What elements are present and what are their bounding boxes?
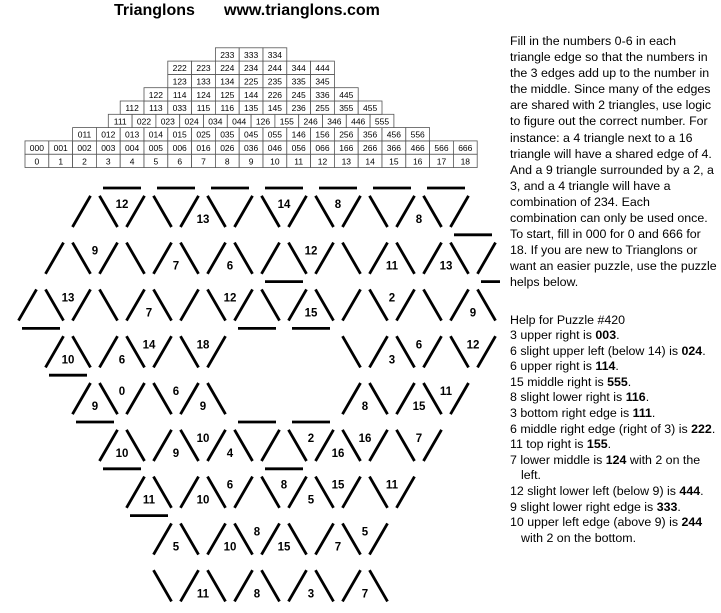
edge-stroke — [180, 383, 198, 414]
edge-stroke — [342, 477, 360, 508]
triangle-number: 3 — [307, 588, 315, 601]
edge-stroke — [207, 196, 225, 227]
edge-stroke — [342, 336, 360, 367]
triangle-number: 11 — [385, 260, 399, 273]
hint-item: 10 upper left edge (above 9) is 244 with 2 on the bottom. — [510, 515, 703, 545]
edge-stroke — [207, 336, 225, 367]
triangle-number: 3 — [388, 354, 396, 367]
triangle-number: 10 — [196, 432, 210, 445]
combination: 125 — [220, 89, 235, 100]
sum-label: 5 — [153, 156, 159, 167]
combination: 033 — [172, 103, 187, 114]
edge-stroke — [369, 430, 387, 461]
combination: 444 — [315, 63, 330, 74]
edge-stroke — [180, 570, 198, 601]
edge-stroke — [423, 336, 441, 367]
combination: 466 — [410, 143, 425, 153]
triangle-number: 9 — [91, 245, 99, 258]
edge-stroke — [153, 289, 171, 320]
edge-stroke — [477, 243, 495, 274]
combination: 045 — [244, 129, 259, 140]
combination: 000 — [29, 143, 44, 153]
edge-stroke — [342, 289, 360, 320]
combination: 366 — [386, 143, 401, 153]
hints-list — [510, 328, 720, 546]
edge-stroke — [396, 336, 414, 367]
edge-stroke — [396, 243, 414, 274]
triangle-number: 7 — [361, 588, 369, 601]
triangle-number: 16 — [331, 447, 345, 460]
combination: 556 — [410, 129, 425, 140]
combination: 445 — [339, 89, 354, 100]
combination: 235 — [267, 76, 282, 87]
edge-stroke — [369, 477, 387, 508]
edge-stroke — [369, 243, 387, 274]
combination: 003 — [101, 143, 116, 153]
instructions-text: Fill in the numbers 0-6 in each triangle edge so that the numbers in the 3 edges add up to the number in the middle. Since many of the edges are shared with 2 triangles, use logic to figure out the correct number. For instance: a 4 triangle next to a 16 triangle will have a shared edge of 4. And a 9 triangle surrounded by a 2, a 3, and a 4 triangle will have a combination of 234. Each combination can only be used once. To start, fill in 000 for 0 and 666 for 18. If you are new to Trianglons or want an easier puzzle, use the puzzle helps below. — [510, 34, 717, 290]
triangle-number: 2 — [307, 432, 315, 445]
combination: 023 — [160, 116, 175, 127]
triangle-number: 10 — [223, 541, 237, 554]
edge-stroke — [180, 289, 198, 320]
triangle-number: 11 — [196, 588, 210, 601]
triangle-number: 15 — [412, 401, 426, 414]
edge-stroke — [234, 430, 252, 461]
edge-stroke — [423, 289, 441, 320]
triangle-number: 10 — [115, 447, 129, 460]
edge-stroke — [450, 383, 468, 414]
combination: 355 — [339, 103, 354, 114]
combination: 226 — [267, 89, 282, 100]
triangle-number: 12 — [223, 292, 237, 305]
edge-stroke — [153, 383, 171, 414]
edge-stroke — [234, 196, 252, 227]
hint-item: 6 upper right is 114. — [510, 359, 619, 374]
sum-label: 6 — [177, 156, 183, 167]
combination: 016 — [196, 143, 211, 153]
combination: 145 — [267, 103, 282, 114]
combination: 002 — [77, 143, 92, 153]
combination: 246 — [303, 116, 318, 127]
triangle-number: 16 — [358, 432, 372, 445]
edge-stroke — [423, 196, 441, 227]
edge-stroke — [99, 243, 117, 274]
site-title: Trianglons — [114, 2, 195, 19]
hint-item: 6 slight upper left (below 14) is 024. — [510, 343, 706, 358]
combination: 446 — [351, 116, 366, 127]
combination: 223 — [196, 63, 211, 74]
triangle-number: 11 — [439, 386, 453, 399]
triangle-number: 14 — [277, 198, 291, 211]
edge-stroke — [315, 523, 333, 554]
edge-stroke — [180, 243, 198, 274]
sum-label: 7 — [201, 156, 206, 167]
combination: 244 — [267, 63, 282, 74]
help-title: Help for Puzzle #420 — [510, 313, 626, 327]
triangle-number: 0 — [118, 386, 126, 399]
combination: 344 — [291, 63, 306, 74]
edge-stroke — [369, 523, 387, 554]
edge-stroke — [153, 523, 171, 554]
sum-label: 13 — [341, 156, 352, 167]
edge-stroke — [45, 243, 63, 274]
edge-stroke — [72, 336, 90, 367]
triangle-number: 8 — [415, 213, 423, 226]
sum-label: 4 — [129, 156, 135, 167]
combination: 455 — [363, 103, 378, 114]
edge-stroke — [153, 243, 171, 274]
sum-label: 8 — [224, 156, 230, 167]
edge-stroke — [315, 570, 333, 601]
triangle-number: 6 — [118, 354, 126, 367]
combination: 255 — [315, 103, 330, 114]
hint-item: 8 slight lower right is 116. — [510, 390, 650, 405]
edge-stroke — [450, 196, 468, 227]
combination: 166 — [339, 143, 354, 153]
combination: 116 — [220, 103, 235, 114]
edge-stroke — [153, 336, 171, 367]
edge-stroke — [234, 289, 252, 320]
edge-stroke — [126, 430, 144, 461]
edge-stroke — [315, 243, 333, 274]
combination: 012 — [101, 129, 116, 140]
combination: 035 — [220, 129, 235, 140]
sum-label: 3 — [105, 156, 111, 167]
triangle-number: 7 — [334, 541, 342, 554]
combination: 566 — [434, 143, 449, 153]
edge-stroke — [369, 383, 387, 414]
triangle-number: 14 — [142, 339, 156, 352]
edge-stroke — [99, 289, 117, 320]
edge-stroke — [207, 570, 225, 601]
sum-label: 10 — [270, 156, 280, 167]
triangle-number: 11 — [385, 479, 399, 492]
triangle-number: 5 — [361, 526, 369, 539]
combination: 225 — [244, 76, 259, 87]
triangle-number: 12 — [466, 339, 480, 352]
triangle-number: 8 — [253, 526, 261, 539]
triangle-number: 13 — [196, 213, 210, 226]
combination: 046 — [267, 143, 282, 153]
edge-stroke — [72, 243, 90, 274]
triangle-number: 8 — [280, 479, 288, 492]
edge-stroke — [288, 430, 306, 461]
edge-stroke — [72, 383, 90, 414]
edge-stroke — [126, 477, 144, 508]
edge-stroke — [396, 196, 414, 227]
combination: 245 — [291, 89, 306, 100]
sum-label: 11 — [294, 156, 304, 167]
sum-label: 15 — [389, 156, 399, 167]
triangle-number: 6 — [415, 339, 423, 352]
edge-stroke — [369, 570, 387, 601]
combination: 113 — [149, 103, 163, 114]
combination: 345 — [315, 76, 330, 87]
combination: 356 — [363, 129, 378, 140]
triangle-number: 8 — [334, 198, 342, 211]
combination: 222 — [172, 63, 187, 74]
triangle-number: 5 — [307, 494, 315, 507]
edge-stroke — [288, 477, 306, 508]
triangle-numbers — [62, 199, 480, 613]
triangle-grid-lines — [18, 188, 500, 613]
hint-item: 12 slight lower left (below 9) is 444. — [510, 483, 704, 498]
edge-stroke — [288, 523, 306, 554]
combination: 001 — [53, 143, 68, 153]
edge-stroke — [99, 383, 117, 414]
combination: 126 — [255, 116, 271, 127]
combination: 022 — [136, 116, 152, 127]
edge-stroke — [396, 289, 414, 320]
edge-stroke — [261, 477, 279, 508]
edge-stroke — [423, 383, 441, 414]
combination: 036 — [244, 143, 259, 153]
combination: 133 — [196, 76, 211, 87]
combination: 111 — [113, 116, 127, 127]
hint-item: 3 upper right is 003. — [510, 328, 620, 342]
sum-label: 1 — [58, 156, 64, 167]
combination: 034 — [208, 116, 223, 127]
combination: 014 — [148, 129, 163, 140]
edge-stroke — [72, 289, 90, 320]
sum-label: 18 — [460, 156, 471, 167]
hint-item: 11 top right is 155. — [510, 437, 612, 452]
edge-stroke — [153, 196, 171, 227]
combination: 134 — [220, 76, 235, 87]
edge-stroke — [126, 289, 144, 320]
combination: 456 — [386, 129, 401, 140]
combination: 156 — [315, 129, 330, 140]
combination: 236 — [291, 103, 306, 114]
combination: 114 — [172, 89, 187, 100]
edge-stroke — [180, 523, 198, 554]
combination: 256 — [339, 129, 354, 140]
edge-stroke — [477, 289, 495, 320]
combination: 334 — [267, 49, 282, 60]
combination: 055 — [267, 129, 282, 140]
edge-stroke — [423, 430, 441, 461]
edge-stroke — [153, 570, 171, 601]
combination: 234 — [244, 63, 259, 74]
hint-item: 15 middle right is 555. — [510, 374, 632, 389]
edge-stroke — [261, 430, 279, 461]
triangle-number: 18 — [196, 339, 210, 352]
edge-stroke — [234, 477, 252, 508]
combination: 056 — [291, 143, 306, 153]
edge-stroke — [315, 196, 333, 227]
triangle-number: 6 — [226, 260, 234, 273]
edge-stroke — [342, 523, 360, 554]
combination: 266 — [363, 143, 378, 153]
edge-stroke — [342, 243, 360, 274]
combination: 233 — [220, 49, 235, 60]
edge-stroke — [126, 243, 144, 274]
edge-stroke — [99, 336, 117, 367]
combination: 006 — [172, 143, 187, 153]
sum-label: 14 — [365, 156, 375, 167]
edge-stroke — [207, 430, 225, 461]
hint-item: 6 middle right edge (right of 3) is 222. — [510, 421, 716, 436]
triangle-number: 15 — [277, 541, 291, 554]
combination: 004 — [125, 143, 140, 153]
combination: 666 — [458, 143, 473, 153]
combination: 124 — [196, 89, 211, 100]
edge-stroke — [396, 477, 414, 508]
edge-stroke — [261, 570, 279, 601]
edge-stroke — [450, 289, 468, 320]
edge-stroke — [126, 196, 144, 227]
combination: 122 — [148, 89, 163, 100]
combination: 025 — [196, 129, 211, 140]
edge-stroke — [369, 289, 387, 320]
edge-stroke — [396, 430, 414, 461]
combination: 346 — [327, 116, 342, 127]
edge-stroke — [234, 523, 252, 554]
hint-item: 3 bottom right edge is 111. — [510, 405, 656, 420]
edge-stroke — [477, 336, 495, 367]
edge-stroke — [261, 289, 279, 320]
combination: 026 — [220, 143, 235, 153]
triangle-number: 7 — [145, 307, 153, 320]
hint-item: 7 lower middle is 124 with 2 on the left. — [510, 452, 701, 483]
sum-label: 16 — [412, 156, 423, 167]
triangle-number: 7 — [172, 260, 180, 273]
combination: 123 — [172, 76, 187, 87]
triangle-number: 9 — [469, 307, 477, 320]
combination: 115 — [196, 103, 211, 114]
triangle-number: 9 — [91, 401, 99, 414]
triangle-number: 15 — [331, 479, 345, 492]
triangle-number: 11 — [142, 494, 156, 507]
triangle-number: 8 — [361, 401, 369, 414]
edge-stroke — [234, 570, 252, 601]
edge-stroke — [369, 196, 387, 227]
edge-stroke — [369, 336, 387, 367]
combination: 224 — [220, 63, 235, 74]
triangle-number: 10 — [61, 354, 75, 367]
combination: 335 — [291, 76, 306, 87]
triangle-number: 12 — [115, 198, 129, 211]
edge-stroke — [207, 243, 225, 274]
combination: 011 — [77, 129, 92, 140]
sum-label: 12 — [317, 156, 328, 167]
edge-stroke — [126, 383, 144, 414]
edge-stroke — [72, 196, 90, 227]
edge-stroke — [207, 383, 225, 414]
edge-stroke — [342, 570, 360, 601]
triangle-number: 10 — [196, 494, 210, 507]
combination: 013 — [125, 129, 140, 140]
combination: 333 — [244, 49, 259, 60]
triangle-number: 8 — [253, 588, 261, 601]
sum-label: 0 — [34, 156, 40, 167]
site-url-link[interactable]: www.trianglons.com — [224, 2, 380, 19]
edge-stroke — [261, 243, 279, 274]
edge-stroke — [450, 243, 468, 274]
combination: 336 — [315, 89, 330, 100]
triangle-number: 6 — [172, 386, 180, 399]
triangle-number: 7 — [415, 432, 423, 445]
edge-stroke — [207, 477, 225, 508]
edge-stroke — [288, 196, 306, 227]
triangle-number: 6 — [226, 479, 234, 492]
triangle-number: 12 — [304, 245, 318, 258]
edge-stroke — [153, 477, 171, 508]
triangle-number: 13 — [439, 260, 453, 273]
triangle-number: 4 — [226, 447, 234, 460]
edge-stroke — [18, 289, 36, 320]
combination: 112 — [125, 103, 139, 114]
combination: 135 — [244, 103, 259, 114]
sum-label: 17 — [436, 156, 447, 167]
edge-stroke — [234, 243, 252, 274]
combination: 015 — [172, 129, 187, 140]
triangle-number: 9 — [199, 401, 207, 414]
combination: 044 — [232, 116, 247, 127]
edge-stroke — [288, 570, 306, 601]
edge-stroke — [342, 196, 360, 227]
triangle-number: 2 — [388, 292, 396, 305]
triangle-number: 9 — [172, 447, 180, 460]
edge-stroke — [342, 383, 360, 414]
triangle-number: 13 — [61, 292, 75, 305]
sum-label: 9 — [248, 156, 254, 167]
edge-stroke — [315, 289, 333, 320]
combination: 005 — [148, 143, 163, 153]
combination: 024 — [184, 116, 199, 127]
combination: 144 — [244, 89, 259, 100]
combination: 146 — [291, 129, 306, 140]
combination: 066 — [315, 143, 330, 153]
combination: 155 — [279, 116, 294, 127]
sum-label: 2 — [82, 156, 87, 167]
hint-item: 9 slight lower right edge is 333. — [510, 499, 681, 514]
combination: 555 — [374, 116, 390, 127]
triangle-number: 15 — [304, 307, 318, 320]
triangle-number: 5 — [172, 541, 180, 554]
edge-stroke — [153, 430, 171, 461]
